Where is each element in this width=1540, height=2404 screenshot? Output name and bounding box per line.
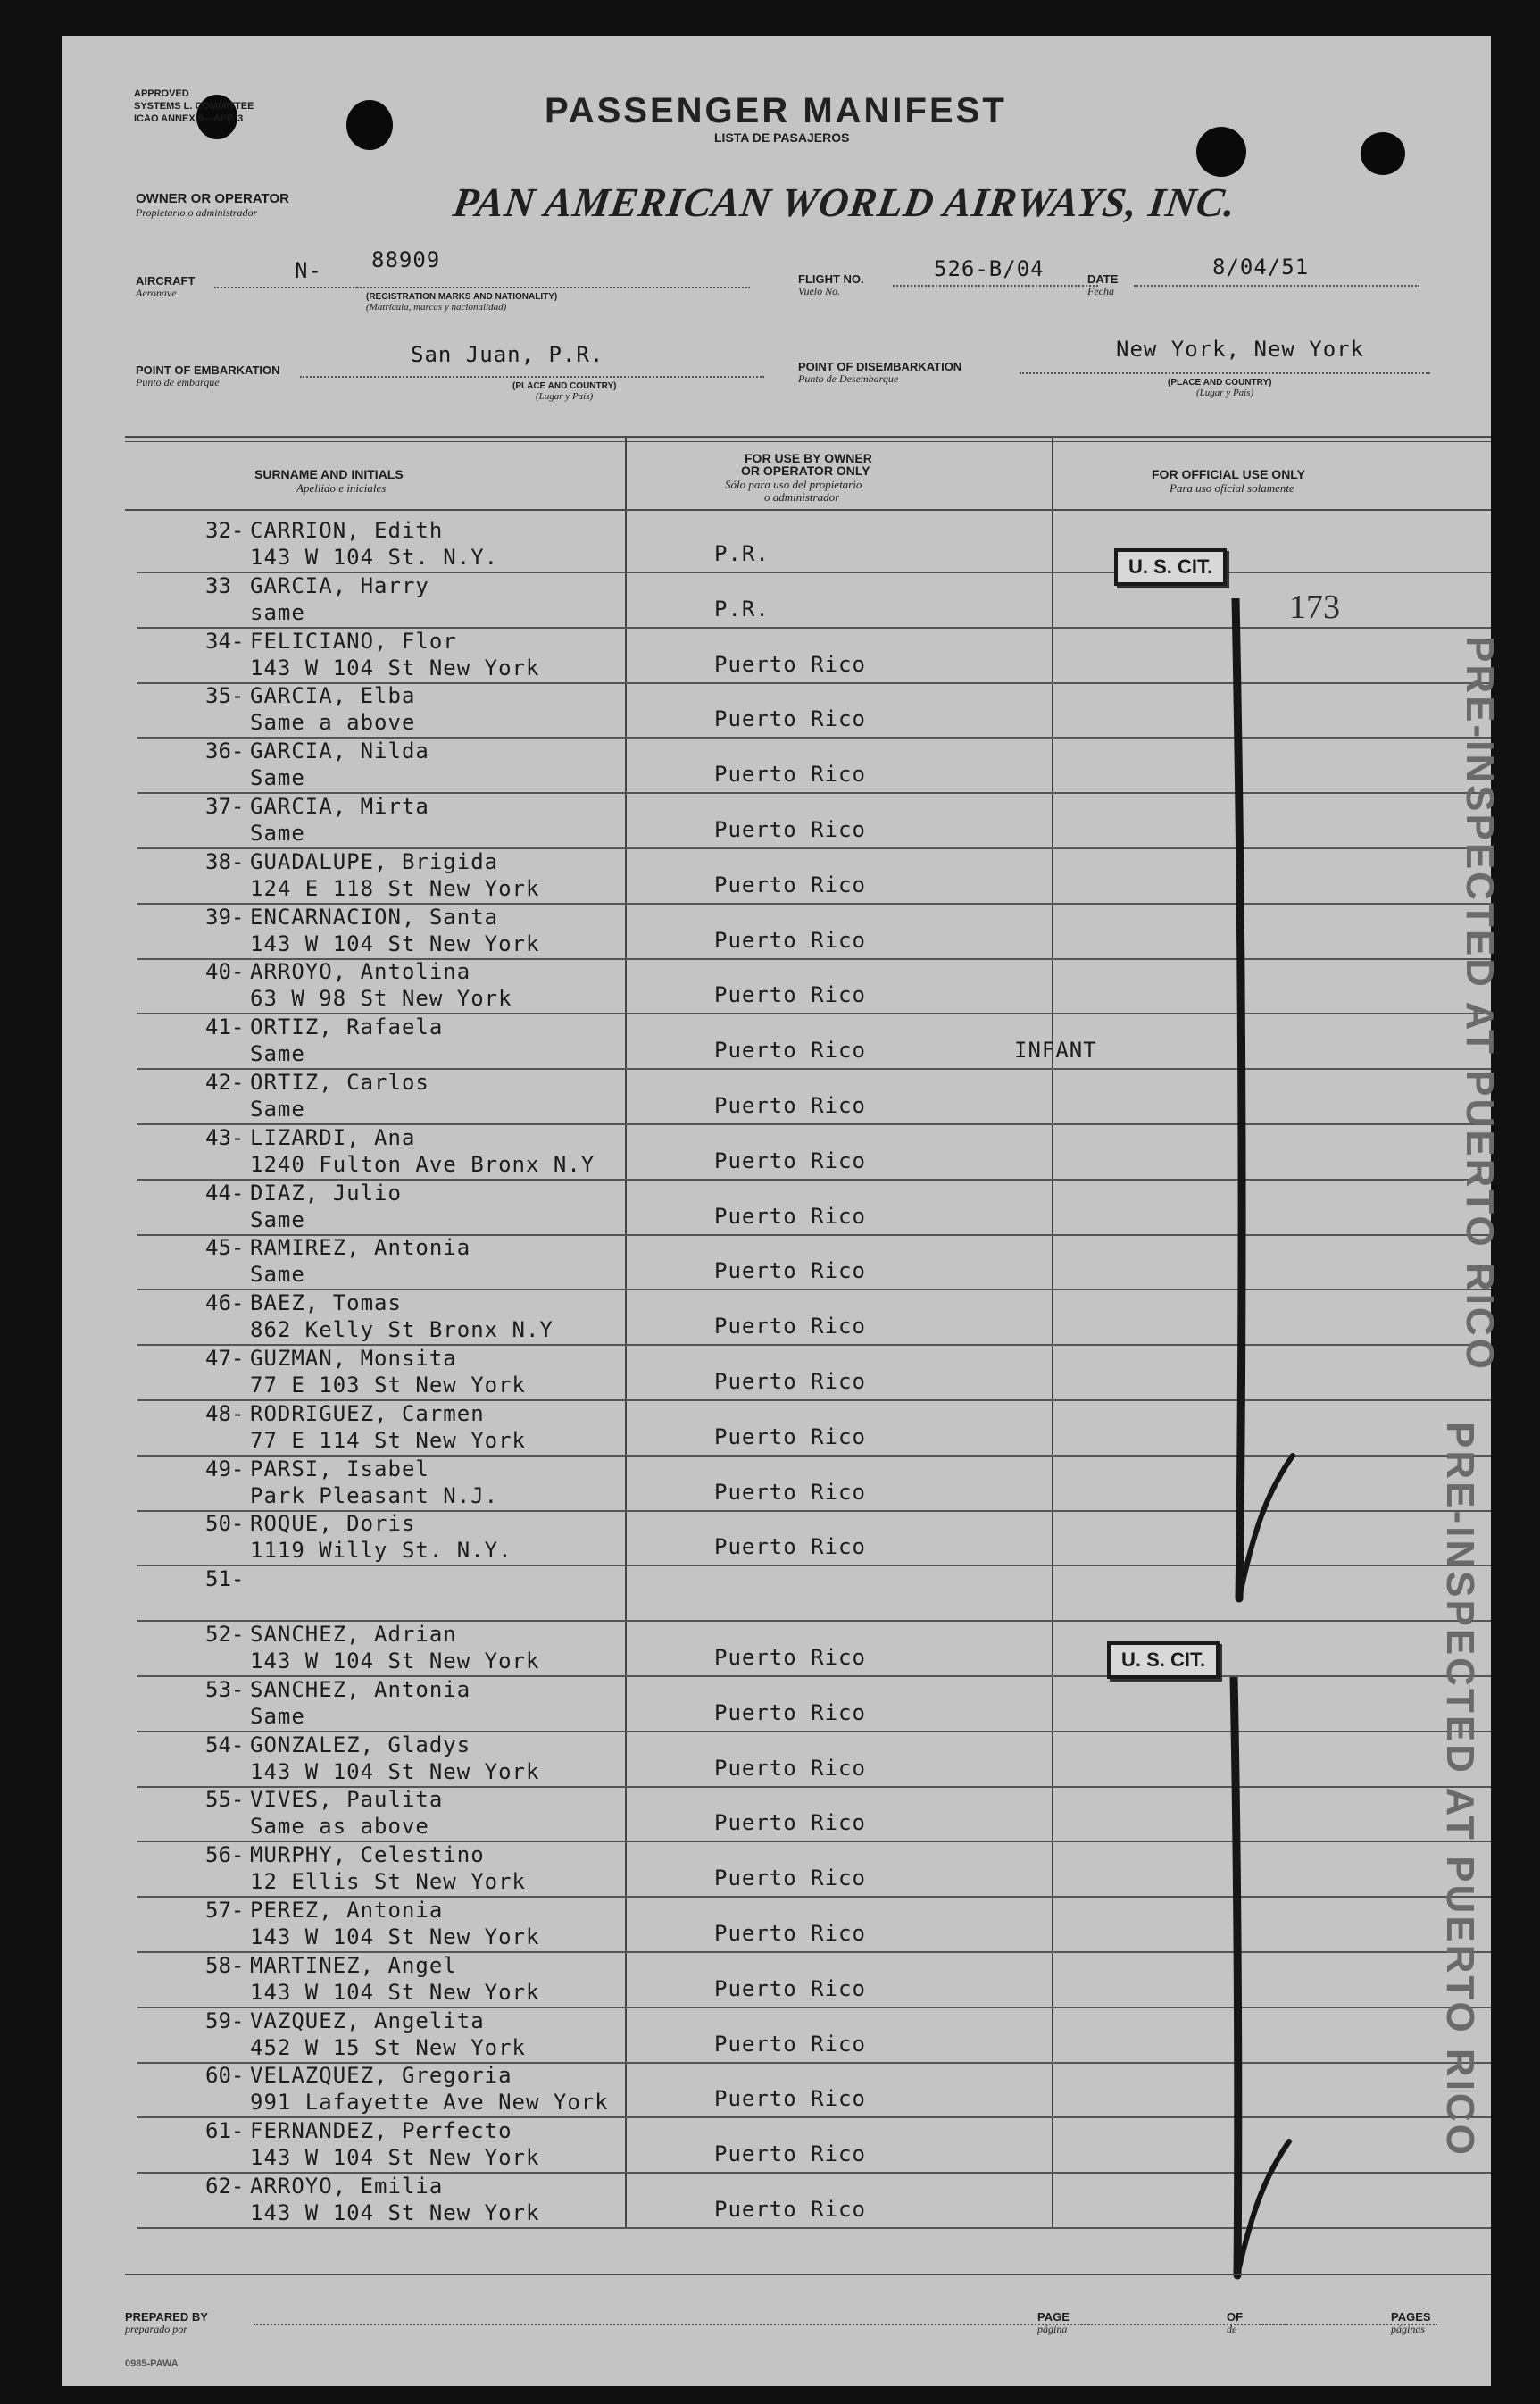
aircraft-number: 88909 (371, 247, 441, 272)
disembarkation-label-es: Punto de Desembarque (798, 372, 899, 385)
column-header-operator: OR OPERATOR ONLY (741, 463, 870, 478)
passenger-name: GARCIA, Elba (250, 683, 416, 709)
handwritten-count: 173 (1289, 588, 1340, 626)
passenger-address: 143 W 104 St New York (250, 1924, 540, 1949)
passenger-address: 452 W 15 St New York (250, 2034, 526, 2060)
operator-name: PAN AMERICAN WORLD AIRWAYS, INC. (450, 179, 1240, 225)
passenger-address: Same a above (250, 710, 416, 736)
passenger-number: 48- (205, 1400, 245, 1426)
passenger-name: ARROYO, Emilia (250, 2174, 444, 2199)
passenger-number: 45- (205, 1235, 245, 1261)
passenger-address: same (250, 599, 305, 625)
passenger-origin: Puerto Rico (714, 706, 866, 732)
passenger-address: Same (250, 1097, 305, 1122)
passenger-number: 42- (205, 1070, 245, 1095)
passenger-name: LIZARDI, Ana (250, 1124, 416, 1150)
form-number: 0985-PAWA (125, 2358, 179, 2369)
passenger-name: ROQUE, Doris (250, 1511, 416, 1537)
passenger-number: 40- (205, 959, 245, 985)
passenger-origin: Puerto Rico (714, 1975, 866, 2001)
passenger-address: Same (250, 1206, 305, 1232)
passenger-address: 143 W 104 St New York (250, 2145, 540, 2171)
passenger-number: 62- (205, 2174, 245, 2199)
column-header-official: FOR OFFICIAL USE ONLY (1152, 467, 1305, 481)
passenger-address: 143 W 104 St New York (250, 931, 540, 956)
passenger-origin: Puerto Rico (714, 2086, 866, 2112)
column-header-operator-es: o administrador (764, 490, 840, 504)
passenger-name: RAMIREZ, Antonia (250, 1235, 471, 1261)
of-label-es: de (1227, 2323, 1237, 2335)
page-label-es: página (1037, 2323, 1068, 2335)
passenger-address: Same (250, 765, 305, 791)
passenger-origin: Puerto Rico (714, 2031, 866, 2057)
passenger-name: DIAZ, Julio (250, 1180, 402, 1206)
passenger-name: ENCARNACION, Santa (250, 904, 499, 930)
passenger-origin: Puerto Rico (714, 1755, 866, 1781)
disembarkation-caption-es: (Lugar y País) (1196, 388, 1254, 398)
passenger-number: 35- (205, 683, 245, 709)
passenger-name: PEREZ, Antonia (250, 1898, 444, 1923)
prepared-by-label: PREPARED BY (125, 2310, 208, 2324)
passenger-origin: Puerto Rico (714, 1921, 866, 1946)
passenger-row (125, 518, 1491, 573)
owner-label-es: Propietario o administrador (136, 206, 258, 219)
passenger-number: 58- (205, 1952, 245, 1978)
passenger-address: Park Pleasant N.J. (250, 1482, 499, 1508)
passenger-address: 77 E 114 St New York (250, 1427, 526, 1453)
passenger-origin: Puerto Rico (714, 1866, 866, 1891)
embarkation-caption: (PLACE AND COUNTRY) (512, 381, 617, 391)
embarkation-caption-es: (Lugar y País) (536, 391, 594, 402)
passenger-name: RODRIGUEZ, Carmen (250, 1400, 485, 1426)
aircraft-label-es: Aeronave (136, 287, 177, 299)
passenger-name: ORTIZ, Rafaela (250, 1014, 444, 1040)
passenger-number: 59- (205, 2008, 245, 2033)
passenger-number: 37- (205, 794, 245, 819)
flight-label: FLIGHT NO. (798, 272, 864, 286)
passenger-number: 54- (205, 1732, 245, 1757)
passenger-number: 44- (205, 1180, 245, 1206)
pages-label: PAGES (1391, 2310, 1431, 2324)
passenger-origin: Puerto Rico (714, 927, 866, 953)
passenger-name: FERNANDEZ, Perfecto (250, 2118, 512, 2144)
passenger-name: GONZALEZ, Gladys (250, 1732, 471, 1757)
passenger-origin: Puerto Rico (714, 2141, 866, 2167)
date-label-es: Fecha (1087, 285, 1114, 297)
manifest-sheet (62, 36, 1502, 2386)
passenger-number: 61- (205, 2118, 245, 2144)
passenger-origin: Puerto Rico (714, 1699, 866, 1725)
passenger-address: Same (250, 821, 305, 846)
passenger-number: 33 (205, 572, 231, 598)
registration-caption-es: (Matrícula, marcas y nacionalidad) (366, 302, 507, 313)
passenger-address: 991 Lafayette Ave New York (250, 2090, 609, 2116)
passenger-origin: Puerto Rico (714, 1534, 866, 1560)
passenger-name: MARTINEZ, Angel (250, 1952, 457, 1978)
owner-label: OWNER OR OPERATOR (136, 191, 289, 206)
passenger-address: 143 W 104 St New York (250, 1758, 540, 1784)
passenger-number: 52- (205, 1622, 245, 1647)
page-title: PASSENGER MANIFEST (545, 91, 1007, 130)
passenger-address: Same (250, 1262, 305, 1288)
passenger-address: 143 W 104 St. N.Y. (250, 545, 499, 570)
table-top-rule (125, 436, 1491, 438)
passenger-name: SANCHEZ, Adrian (250, 1622, 457, 1647)
check-arrow-mark (1214, 598, 1312, 1607)
passenger-address: 143 W 104 St New York (250, 655, 540, 680)
registration-caption: (REGISTRATION MARKS AND NATIONALITY) (366, 292, 558, 302)
passenger-address: 1240 Fulton Ave Bronx N.Y (250, 1151, 595, 1177)
column-header-operator: FOR USE BY OWNER (745, 451, 872, 465)
passenger-name: VIVES, Paulita (250, 1787, 444, 1813)
passenger-address: 124 E 118 St New York (250, 875, 540, 901)
passenger-origin: Puerto Rico (714, 1258, 866, 1284)
passenger-name: MURPHY, Celestino (250, 1842, 485, 1868)
flight-number: 526-B/04 (934, 256, 1045, 281)
date-label: DATE (1087, 272, 1119, 286)
passenger-name: FELICIANO, Flor (250, 628, 457, 654)
check-arrow-mark (1212, 1677, 1311, 2284)
column-header-name-es: Apellido e iniciales (296, 481, 387, 495)
passenger-address: 12 Ellis St New York (250, 1869, 526, 1895)
passenger-address: Same (250, 1041, 305, 1067)
passenger-name: GARCIA, Nilda (250, 739, 429, 764)
passenger-number: 41- (205, 1014, 245, 1040)
date-value: 8/04/51 (1212, 255, 1310, 280)
passenger-name: CARRION, Edith (250, 518, 444, 543)
passenger-address: Same (250, 1703, 305, 1729)
flight-label-es: Vuelo No. (798, 285, 841, 297)
passenger-name: SANCHEZ, Antonia (250, 1676, 471, 1702)
punch-hole (346, 100, 393, 150)
column-header-operator-es: Sólo para uso del propietario (725, 478, 862, 491)
disembarkation-label: POINT OF DISEMBARKATION (798, 360, 962, 373)
passenger-address: 143 W 104 St New York (250, 1979, 540, 2005)
column-header-name: SURNAME AND INITIALS (254, 467, 404, 481)
passenger-number: 50- (205, 1511, 245, 1537)
passenger-name: GUADALUPE, Brigida (250, 848, 499, 874)
passenger-origin: Puerto Rico (714, 1148, 866, 1173)
passenger-name: BAEZ, Tomas (250, 1290, 402, 1316)
embarkation-label: POINT OF EMBARKATION (136, 363, 280, 377)
aircraft-prefix: N- (295, 258, 322, 283)
passenger-origin: Puerto Rico (714, 1038, 866, 1064)
passenger-row (125, 1622, 1491, 1677)
passenger-number: 47- (205, 1346, 245, 1371)
passenger-origin: Puerto Rico (714, 1810, 866, 1836)
passenger-remark: INFANT (1014, 1038, 1097, 1064)
passenger-address: Same as above (250, 1814, 429, 1840)
form-code-line: SYSTEMS L. COMMITTEE (134, 101, 254, 112)
passenger-address: 1119 Willy St. N.Y. (250, 1538, 512, 1564)
passenger-name: GARCIA, Mirta (250, 794, 429, 819)
form-code-line: ICAO ANNEX 9—APP. 3 (134, 113, 244, 124)
us-citizen-stamp: U. S. CIT. (1107, 1641, 1220, 1679)
passenger-number: 56- (205, 1842, 245, 1868)
embarkation-label-es: Punto de embarque (136, 376, 220, 388)
passenger-origin: P.R. (714, 596, 770, 622)
of-label: OF (1227, 2310, 1244, 2324)
passenger-name: GARCIA, Harry (250, 572, 429, 598)
passenger-origin: Puerto Rico (714, 1203, 866, 1229)
passenger-number: 36- (205, 739, 245, 764)
passenger-origin: Puerto Rico (714, 762, 866, 788)
column-header-official-es: Para uso oficial solamente (1170, 481, 1294, 495)
passenger-name: ORTIZ, Carlos (250, 1070, 429, 1095)
passenger-number: 57- (205, 1898, 245, 1923)
passenger-origin: Puerto Rico (714, 872, 866, 897)
passenger-number: 38- (205, 848, 245, 874)
page-subtitle: LISTA DE PASAJEROS (714, 130, 850, 145)
passenger-name: ARROYO, Antolina (250, 959, 471, 985)
passenger-origin: Puerto Rico (714, 651, 866, 677)
passenger-number: 60- (205, 2063, 245, 2089)
passenger-origin: Puerto Rico (714, 982, 866, 1008)
pre-inspected-stamp: PRE-INSPECTED AT PUERTO RICO (1458, 636, 1502, 1372)
passenger-origin: Puerto Rico (714, 2197, 866, 2222)
passenger-origin: Puerto Rico (714, 1479, 866, 1505)
punch-hole (1196, 127, 1246, 177)
passenger-address: 862 Kelly St Bronx N.Y (250, 1317, 554, 1343)
pre-inspected-stamp: PRE-INSPECTED AT PUERTO RICO (1438, 1422, 1482, 2158)
passenger-number: 34- (205, 628, 245, 654)
passenger-number: 49- (205, 1456, 245, 1482)
passenger-number: 51- (205, 1566, 245, 1592)
prepared-by-label-es: preparado por (125, 2323, 187, 2335)
passenger-origin: Puerto Rico (714, 1314, 866, 1340)
passenger-name: GUZMAN, Monsita (250, 1346, 457, 1371)
passenger-origin: Puerto Rico (714, 1093, 866, 1118)
passenger-origin: Puerto Rico (714, 1645, 866, 1670)
passenger-number: 43- (205, 1124, 245, 1150)
page-label: PAGE (1037, 2310, 1070, 2324)
passenger-origin: Puerto Rico (714, 817, 866, 842)
pages-label-es: páginas (1391, 2323, 1426, 2335)
passenger-origin: Puerto Rico (714, 1369, 866, 1394)
passenger-number: 39- (205, 904, 245, 930)
passenger-name: VAZQUEZ, Angelita (250, 2008, 485, 2033)
embarkation-value: San Juan, P.R. (411, 342, 604, 367)
punch-hole (1361, 132, 1405, 175)
passenger-name: VELAZQUEZ, Gregoria (250, 2063, 512, 2089)
passenger-address: 77 E 103 St New York (250, 1373, 526, 1398)
aircraft-label: AIRCRAFT (136, 274, 196, 288)
header-bottom-rule (125, 509, 1491, 511)
disembarkation-caption: (PLACE AND COUNTRY) (1168, 378, 1272, 388)
passenger-address: 143 W 104 St New York (250, 1649, 540, 1674)
passenger-number: 53- (205, 1676, 245, 1702)
passenger-number: 32- (205, 518, 245, 543)
passenger-number: 46- (205, 1290, 245, 1316)
passenger-origin: Puerto Rico (714, 1423, 866, 1449)
form-code-line: APPROVED (134, 88, 189, 99)
passenger-number: 55- (205, 1787, 245, 1813)
us-citizen-stamp: U. S. CIT. (1114, 548, 1227, 586)
passenger-name: PARSI, Isabel (250, 1456, 429, 1482)
disembarkation-value: New York, New York (1116, 337, 1365, 362)
passenger-origin: P.R. (714, 541, 770, 566)
passenger-address: 63 W 98 St New York (250, 986, 512, 1012)
passenger-address: 143 W 104 St New York (250, 2200, 540, 2225)
